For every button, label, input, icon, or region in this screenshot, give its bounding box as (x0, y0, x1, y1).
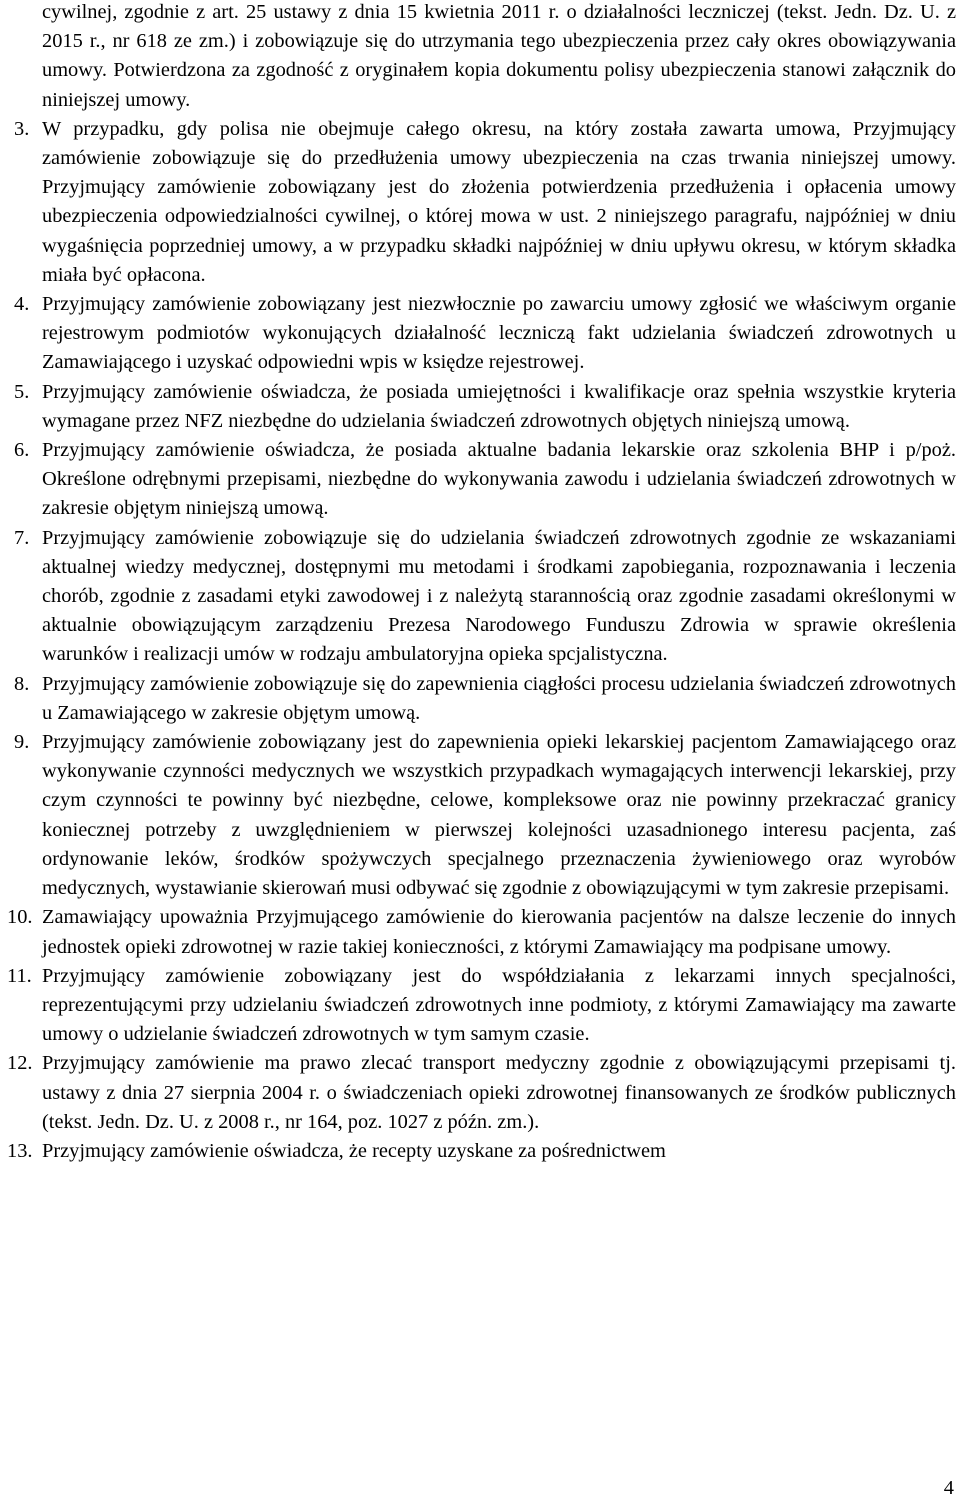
list-item-10 (7, 903, 956, 961)
item-number: 13. (7, 1139, 33, 1162)
item-text: Zamawiający upoważnia Przyjmującego zamówienie do kierowania pacjentów na dalsze leczenie do innych jednostek opieki zdrowotnej w razie takiej konieczności, z którymi Zamawiający ma podpisane umowy. (42, 906, 956, 958)
item-number: 4. (14, 293, 30, 316)
list-item-8 (14, 670, 956, 728)
item-text: Przyjmujący zamówienie zobowiązany jest do zapewnienia opieki lekarskiej pacjentom Zamawiającego oraz wykonywanie czynności medycznych we wszystkich przypadkach wymagających interwencji lekarskiej, przy czym czynności te powinny być niezbędne, celowe, kompleksowe oraz nie powinny przekraczać granicy koniecznej potrzeby z uwzględnieniem w pierwszej kolejności uzasadnionego interesu pacjenta, zaś ordynowanie leków, środków spożywczych specjalnego przeznaczenia żywieniowego oraz wyrobów medycznych, wystawianie skierowań musi odbywać się zgodnie z obowiązującymi w tym zakresie przepisami. (42, 731, 956, 900)
item-number: 3. (14, 117, 30, 140)
list-item-11 (7, 962, 956, 1050)
item-text: Przyjmujący zamówienie zobowiązany jest do współdziałania z lekarzami innych specjalności, reprezentującymi przy udzielaniu świadczeń zdrowotnych inne podmioty, z którymi Zamawiający ma zawarte umowy o udzielanie świadczeń zdrowotnych w tym samym czasie. (42, 964, 956, 1046)
item-text: Przyjmujący zamówienie ma prawo zlecać transport medyczny zgodnie z obowiązującymi przepisami tj. ustawy z dnia 27 sierpnia 2004 r. o świadczeniach opieki zdrowotnej finansowanych ze środków publicznych (tekst. Jedn. Dz. U. z 2008 r., nr 164, poz. 1027 z późn. zm.). (42, 1052, 956, 1133)
list-item-7 (14, 524, 956, 670)
item-number: 7. (14, 526, 30, 549)
list-item-13 (7, 1137, 956, 1166)
item-number: 8. (14, 672, 30, 695)
item-text: W przypadku, gdy polisa nie obejmuje całego okresu, na który została zawarta umowa, Przyjmujący zamówienie zobowiązuje się do przedłużenia umowy ubezpieczenia na czas trwania niniejszej umowy. Przyjmujący zamówienie zobowiązany jest do złożenia potwierdzenia przedłużenia i opłacenia umowy ubezpieczenia odpowiedzialności cywilnej, o której mowa w ust. 2 niniejszego paragrafu, najpóźniej w dniu wygaśnięcia poprzedniej umowy, a w przypadku składki najpóźniej w dniu upływu okresu, w którym składka miała być opłacona. (42, 117, 956, 286)
list-item-9 (14, 728, 956, 903)
item-text: Przyjmujący zamówienie oświadcza, że posiada aktualne badania lekarskie oraz szkolenia BHP i p/poż. Określone odrębnymi przepisami, niezbędne do wykonywania zawodu i udzielania świadczeń zdrowotnych w zakresie objętym niniejszą umową. (42, 439, 956, 520)
continuation-text: cywilnej, zgodnie z art. 25 ustawy z dnia 15 kwietnia 2011 r. o działalności leczniczej (tekst. Jedn. Dz. U. z 2015 r., nr 618 ze zm.) i zobowiązuje się do utrzymania tego ubezpieczenia przez cały okres obowiązywania umowy. Potwierdzona za zgodność z oryginałem kopia dokumentu polisy ubezpieczenia stanowi załącznik do niniejszej umowy. (42, 1, 956, 111)
item-number: 9. (14, 731, 30, 754)
item-number: 6. (14, 439, 30, 462)
document-page (7, 0, 956, 1166)
item-text: Przyjmujący zamówienie oświadcza, że recepty uzyskane za pośrednictwem (42, 1139, 666, 1162)
page-number: 4 (943, 1477, 954, 1499)
item-number: 10. (7, 906, 33, 929)
item-text: Przyjmujący zamówienie zobowiązany jest niezwłocznie po zawarciu umowy zgłosić we właściwym organie rejestrowym podmiotów wykonujących działalność leczniczą fakt udzielania świadczeń zdrowotnych u Zamawiającego i uzyskać odpowiedni wpis w księdze rejestrowej. (42, 293, 956, 374)
continuation-paragraph (14, 0, 956, 115)
list-item-5 (14, 378, 956, 436)
item-number: 12. (7, 1052, 33, 1075)
list-item-4 (14, 290, 956, 378)
list-item-12 (7, 1049, 956, 1137)
list-item-6 (14, 436, 956, 524)
item-text: Przyjmujący zamówienie zobowiązuje się do udzielania świadczeń zdrowotnych zgodnie ze wskazaniami aktualnej wiedzy medycznej, dostępnymi mu metodami i środkami zapobiegania, rozpoznawania i leczenia chorób, zgodnie z zasadami etyki zawodowej i z należytą starannością oraz zgodnie zasadami określonymi w aktualnie obowiązującym zarządzeniu Prezesa Narodowego Funduszu Zdrowia w sprawie określenia warunków i realizacji umów w rodzaju ambulatoryjna opieka spcjalistyczna. (42, 526, 956, 666)
list-item-3 (14, 115, 956, 290)
item-text: Przyjmujący zamówienie zobowiązuje się do zapewnienia ciągłości procesu udzielania świadczeń zdrowotnych u Zamawiającego w zakresie objętym umową. (42, 672, 956, 724)
item-number: 5. (14, 380, 30, 403)
item-number: 11. (7, 964, 32, 987)
item-text: Przyjmujący zamówienie oświadcza, że posiada umiejętności i kwalifikacje oraz spełnia wszystkie kryteria wymagane przez NFZ niezbędne do udzielania świadczeń zdrowotnych objętych niniejszą umową. (42, 380, 956, 432)
